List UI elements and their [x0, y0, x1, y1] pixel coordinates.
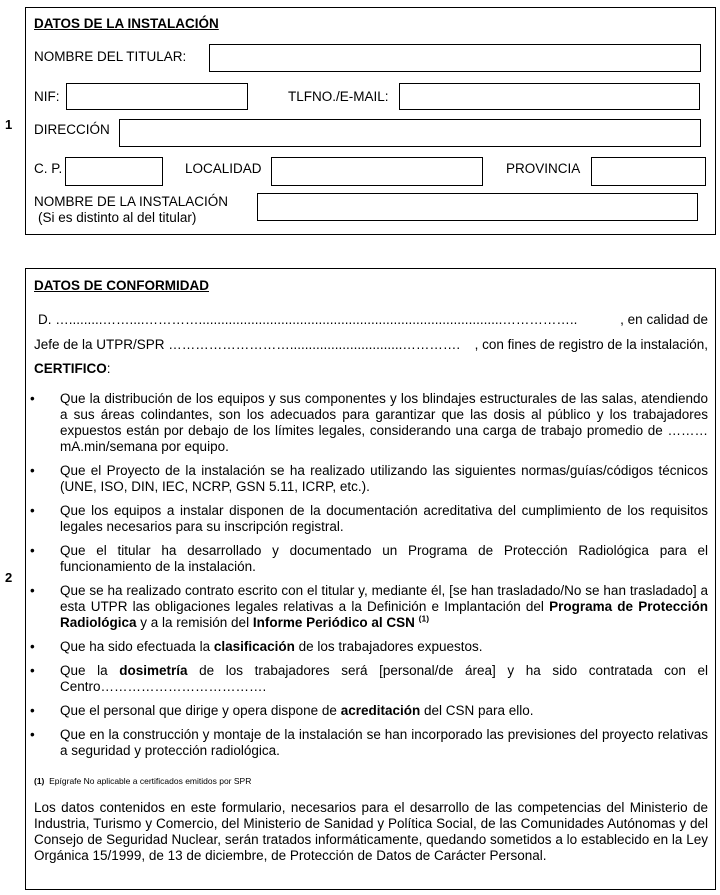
- declarant-name-blank[interactable]: D. ….........……....………….................................................................................……………..: [38, 312, 578, 327]
- bullet-icon: •: [30, 663, 35, 678]
- list-item: • Que la dosimetría de los trabajadores será [personal/de área] y ha sido contratada con el Centro……………………………….: [30, 663, 708, 694]
- provincia-label: PROVINCIA: [506, 161, 581, 176]
- bullet-icon: •: [30, 583, 35, 598]
- declarant-suffix: , en calidad de: [620, 312, 708, 327]
- bullet-icon: •: [30, 703, 35, 718]
- list-item: • Que los equipos a instalar disponen de la documentación acreditativa del cumplimiento de los requisitos legales necesarios para su inscripción registral.: [30, 503, 708, 534]
- bullet-icon: •: [30, 543, 35, 558]
- cp-label: C. P.: [34, 161, 63, 176]
- list-item: • Que se ha realizado contrato escrito con el titular y, mediante él, [se han trasladado/No se han trasladado] a esta UTPR las obligaciones legales relativas a la Definición e Implantación del Programa de Protección Radiológica y a la remisión del Informe Periódico al CSN $^{(1)}$: [30, 583, 708, 630]
- titular-field[interactable]: [209, 44, 701, 72]
- list-item: • Que el titular ha desarrollado y documentado un Programa de Protección Radiológica para el funcionamiento de la instalación.: [30, 543, 708, 574]
- instalacion-field[interactable]: [257, 193, 698, 221]
- declarant-line: [34, 312, 708, 327]
- localidad-field[interactable]: [271, 157, 483, 186]
- bullet-icon: •: [30, 463, 35, 478]
- list-item: • Que ha sido efectuada la clasificación de los trabajadores expuestos.: [30, 639, 483, 654]
- list-item: • Que el Proyecto de la instalación se ha realizado utilizando las siguientes normas/guías/códigos técnicos (UNE, ISO, DIN, IEC, NCRP, GSN 5.11, ICRP, etc.).: [30, 463, 708, 494]
- nif-label: NIF:: [34, 89, 60, 104]
- bullet-icon: •: [30, 727, 35, 742]
- list-item: • Que el personal que dirige y opera dispone de acreditación del CSN para ello.: [30, 703, 534, 718]
- section-title-instalacion: DATOS DE LA INSTALACIÓN: [34, 16, 219, 31]
- direccion-label: DIRECCIÓN: [34, 122, 110, 137]
- utpr-suffix: , con fines de registro de la instalación,: [474, 337, 708, 352]
- localidad-label: LOCALIDAD: [185, 161, 262, 176]
- list-item: • Que en la construcción y montaje de la instalación se han incorporado las previsiones del proyecto relativas a seguridad y protección radiológica.: [30, 727, 708, 758]
- utpr-blank[interactable]: Jefe de la UTPR/SPR ………………………..............................………….: [34, 337, 461, 352]
- certifico-heading: CERTIFICO:: [34, 361, 111, 376]
- nif-field[interactable]: [66, 83, 248, 110]
- bullet-icon: •: [30, 503, 35, 518]
- certification-list: [30, 391, 708, 767]
- list-item: • Que la distribución de los equipos y sus componentes y los blindajes estructurales de las salas, atendiendo a sus áreas colindantes, son los adecuados para garantizar que las dosis al público y los trabajadores expuestos están por debajo de los límites legales, considerando una carga de trabajo promedio de ……… mA.min/semana por equipo.: [30, 391, 708, 454]
- privacy-notice: Los datos contenidos en este formulario, necesarios para el desarrollo de las competencias del Ministerio de Industria, Turismo y Comercio, del Ministerio de Sanidad y Política Social, de las Comunidades Autónomas y del Consejo de Seguridad Nuclear, serán tratados informáticamente, quedando sometidos a lo establecido en la Ley Orgánica 15/1999, de 13 de diciembre, de Protección de Datos de Carácter Personal.: [34, 800, 708, 863]
- bullet-icon: •: [30, 639, 35, 654]
- section-number-1: 1: [5, 117, 13, 132]
- bullet-icon: •: [30, 391, 35, 406]
- titular-label: NOMBRE DEL TITULAR:: [34, 49, 187, 64]
- section-title-conformidad: DATOS DE CONFORMIDAD: [34, 278, 209, 293]
- instalacion-label: NOMBRE DE LA INSTALACIÓN: [34, 194, 229, 209]
- section-number-2: 2: [5, 570, 13, 585]
- direccion-field[interactable]: [119, 119, 701, 147]
- tlfno-field[interactable]: [399, 83, 700, 110]
- footnote: (1) Epígrafe No aplicable a certificados emitidos por SPR: [34, 776, 252, 786]
- provincia-field[interactable]: [591, 157, 706, 186]
- instalacion-note: (Si es distinto al del titular): [38, 210, 197, 225]
- cp-field[interactable]: [65, 157, 163, 186]
- footnote-ref: (1): [418, 613, 430, 624]
- tlfno-label: TLFNO./E-MAIL:: [288, 89, 389, 104]
- utpr-line: [34, 337, 708, 352]
